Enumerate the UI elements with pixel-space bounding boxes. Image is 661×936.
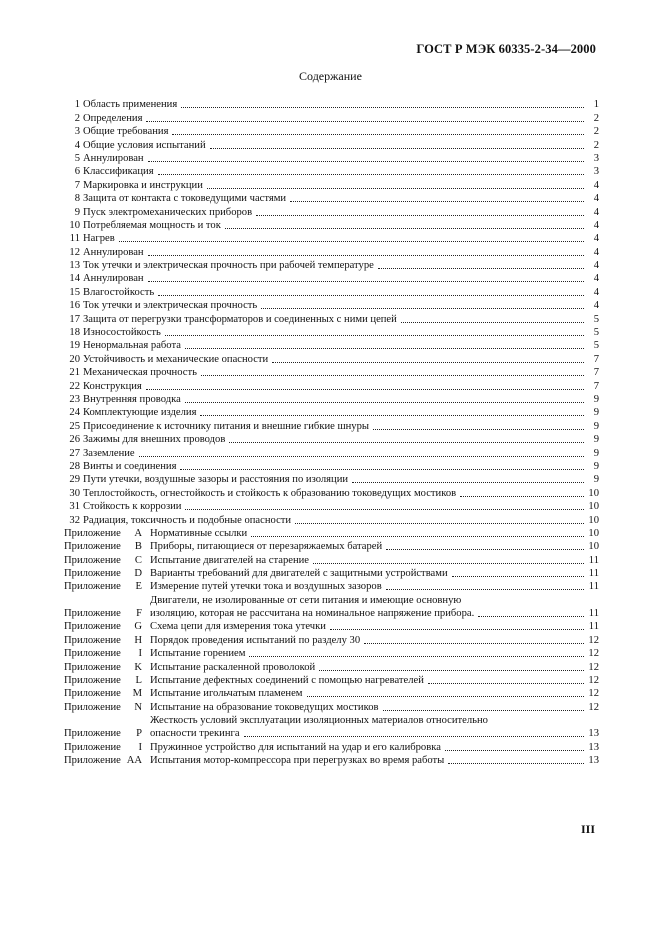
annex-page: 12 — [588, 648, 599, 660]
toc-entry[interactable] — [64, 500, 599, 513]
section-number: 32 — [69, 514, 80, 526]
toc-entry[interactable] — [64, 98, 599, 111]
section-page: 5 — [593, 327, 599, 339]
annex-label-group — [64, 674, 150, 687]
annex-letter: AA — [126, 755, 142, 767]
section-page: 2 — [593, 126, 599, 138]
toc-entry[interactable] — [64, 473, 599, 486]
dot-leader — [244, 727, 584, 737]
annex-letter: C — [134, 554, 142, 566]
toc-entry[interactable] — [64, 326, 599, 339]
annex-page: 13 — [588, 741, 599, 753]
section-page: 5 — [593, 313, 599, 325]
dot-leader — [249, 647, 584, 657]
toc-annex-entry[interactable] — [64, 553, 599, 566]
section-number: 19 — [69, 340, 80, 352]
section-number: 6 — [74, 166, 80, 178]
dot-leader — [185, 339, 584, 349]
section-number: 2 — [74, 112, 80, 124]
annex-label-group — [64, 554, 150, 567]
section-number: 27 — [69, 447, 80, 459]
annex-title: Измерение путей утечки тока и воздушных зазоров — [150, 581, 382, 593]
toc-entry[interactable] — [64, 312, 599, 325]
dot-leader — [452, 567, 584, 577]
toc-entry[interactable] — [64, 219, 599, 232]
section-title: Присоединение к источнику питания и внешние гибкие шнуры — [83, 420, 370, 432]
toc-entry[interactable] — [64, 152, 599, 165]
annex-page: 12 — [588, 661, 599, 673]
annex-page: 12 — [588, 701, 599, 713]
annex-word: Приложение — [64, 527, 121, 539]
toc-annex-entry[interactable] — [64, 567, 599, 580]
annex-letter: B — [134, 541, 142, 553]
section-title: Комплектующие изделия — [83, 407, 197, 419]
section-title: Влагостойкость — [83, 286, 155, 298]
annex-page: 11 — [588, 621, 599, 633]
section-number: 20 — [69, 353, 80, 365]
toc-entry[interactable] — [64, 446, 599, 459]
annex-letter: M — [132, 688, 142, 700]
toc-annex-entry[interactable] — [64, 647, 599, 660]
annex-letter: A — [134, 527, 142, 539]
section-number: 10 — [69, 219, 80, 231]
toc-entry[interactable] — [64, 406, 599, 419]
annex-letter: I — [138, 741, 142, 753]
annex-word: Приложение — [64, 568, 121, 580]
annex-title: Приборы, питающиеся от перезаряжаемых батарей — [150, 541, 383, 553]
annex-title: Испытание двигателей на старение — [150, 554, 309, 566]
dot-leader — [261, 299, 584, 309]
section-page: 4 — [593, 246, 599, 258]
section-page: 9 — [593, 460, 599, 472]
section-number: 26 — [69, 434, 80, 446]
toc-entry[interactable] — [64, 433, 599, 446]
annex-word: Приложение — [64, 608, 121, 620]
page-title: Содержание — [299, 69, 362, 83]
section-title: Аннулирован — [83, 246, 144, 258]
annex-title-line2 — [150, 727, 599, 740]
section-page: 4 — [593, 206, 599, 218]
toc-entry[interactable] — [64, 379, 599, 392]
dot-leader — [373, 420, 584, 430]
section-number: 3 — [74, 126, 80, 138]
toc-annex-entry[interactable] — [64, 740, 599, 753]
section-page: 7 — [593, 367, 599, 379]
page-number: III — [580, 822, 595, 836]
annex-page: 11 — [588, 581, 599, 593]
toc-annex-entry[interactable] — [64, 674, 599, 687]
dot-leader — [181, 98, 584, 108]
toc-entry[interactable] — [64, 245, 599, 258]
dot-leader — [445, 741, 584, 751]
annex-title: Схема цепи для измерения тока утечки — [150, 621, 326, 633]
section-title: Ток утечки и электрическая прочность при рабочей температуре — [83, 260, 374, 272]
annex-letter: F — [136, 608, 142, 620]
dot-leader — [307, 687, 584, 697]
toc-annex-entry[interactable] — [64, 527, 599, 540]
annex-word: Приложение — [64, 741, 121, 753]
annex-title: Нормативные ссылки — [150, 527, 248, 539]
annex-page: 13 — [588, 755, 599, 767]
dot-leader — [165, 326, 584, 336]
section-page: 9 — [593, 447, 599, 459]
section-number: 4 — [74, 139, 80, 151]
annex-page: 11 — [588, 554, 599, 566]
annex-label-group — [64, 741, 150, 754]
dot-leader — [378, 259, 584, 269]
annex-label-group — [64, 567, 150, 580]
toc-annex-entry[interactable] — [64, 660, 599, 673]
annex-page: 12 — [588, 688, 599, 700]
section-title: Винты и соединения — [83, 460, 177, 472]
annex-title: Испытание раскаленной проволокой — [150, 661, 316, 673]
toc-entry[interactable] — [64, 513, 599, 526]
annex-title: Двигатели, не изолированные от сети питания и имеющие основную — [150, 595, 462, 607]
section-page: 4 — [593, 286, 599, 298]
annex-page: 10 — [588, 527, 599, 539]
toc-entry[interactable] — [64, 138, 599, 151]
section-number: 28 — [69, 460, 80, 472]
annex-letter: K — [134, 661, 142, 673]
dot-leader — [272, 353, 584, 363]
dot-leader — [200, 406, 584, 416]
annex-label-group — [64, 620, 150, 633]
section-number: 23 — [69, 393, 80, 405]
section-title: Аннулирован — [83, 273, 144, 285]
section-number: 9 — [74, 206, 80, 218]
annex-title-block — [150, 714, 599, 740]
annex-title-continuation: изоляцию, которая не рассчитана на номинальное напряжение прибора. — [150, 608, 475, 620]
section-page: 10 — [588, 514, 599, 526]
dot-leader — [428, 674, 584, 684]
dot-leader — [146, 112, 584, 122]
annex-label-group — [64, 634, 150, 647]
section-number: 21 — [69, 367, 80, 379]
annex-word: Приложение — [64, 755, 121, 767]
dot-leader — [139, 447, 584, 457]
annex-letter: E — [135, 581, 142, 593]
section-number: 11 — [69, 233, 80, 245]
annex-page: 13 — [588, 728, 599, 740]
section-page: 9 — [593, 474, 599, 486]
annex-word: Приложение — [64, 541, 121, 553]
section-title: Внутренняя проводка — [83, 393, 181, 405]
section-number: 31 — [69, 501, 80, 513]
annex-word: Приложение — [64, 554, 121, 566]
section-number: 18 — [69, 327, 80, 339]
section-page: 4 — [593, 219, 599, 231]
toc-entry[interactable] — [64, 419, 599, 432]
dot-leader — [201, 366, 584, 376]
toc-annex-entry[interactable] — [64, 593, 599, 620]
section-title: Устойчивость и механические опасности — [83, 353, 269, 365]
annex-word: Приложение — [64, 648, 121, 660]
toc-annex-entry[interactable] — [64, 754, 599, 767]
annex-word: Приложение — [64, 701, 121, 713]
section-page: 7 — [593, 353, 599, 365]
dot-leader — [352, 473, 584, 483]
annex-title: Жесткость условий эксплуатации изоляционных материалов относительно — [150, 715, 488, 727]
dot-leader — [225, 219, 584, 229]
toc-entry[interactable] — [64, 299, 599, 312]
dot-leader — [158, 165, 584, 175]
annex-letter: N — [134, 701, 142, 713]
annex-title: Варианты требований для двигателей с защитными устройствами — [150, 568, 448, 580]
dot-leader — [364, 634, 584, 644]
annex-letter: H — [134, 634, 142, 646]
section-page: 9 — [593, 420, 599, 432]
section-page: 9 — [593, 434, 599, 446]
section-page: 4 — [593, 273, 599, 285]
section-number: 29 — [69, 474, 80, 486]
dot-leader — [146, 380, 584, 390]
toc-entry[interactable] — [64, 339, 599, 352]
annex-title-line2 — [150, 607, 599, 620]
section-page: 9 — [593, 407, 599, 419]
annex-word: Приложение — [64, 621, 121, 633]
section-number: 5 — [74, 152, 80, 164]
section-title: Защита от перегрузки трансформаторов и соединенных с ними цепей — [83, 313, 397, 325]
section-title: Нагрев — [83, 233, 115, 245]
annex-page: 11 — [588, 568, 599, 580]
annex-title: Порядок проведения испытаний по разделу 30 — [150, 634, 361, 646]
section-number: 30 — [69, 487, 80, 499]
section-title: Теплостойкость, огнестойкость и стойкость к образованию токоведущих мостиков — [83, 487, 457, 499]
section-title: Зажимы для внешних проводов — [83, 434, 226, 446]
annex-word: Приложение — [64, 581, 121, 593]
annex-label-group — [64, 647, 150, 660]
section-title: Защита от контакта с токоведущими частями — [83, 193, 287, 205]
dot-leader — [210, 139, 584, 149]
annex-word: Приложение — [64, 688, 121, 700]
section-number: 7 — [74, 179, 80, 191]
dot-leader — [386, 540, 584, 550]
section-number: 13 — [69, 260, 80, 272]
dot-leader — [148, 272, 584, 282]
section-page: 10 — [588, 501, 599, 513]
toc-annex-entry[interactable] — [64, 700, 599, 713]
section-title: Аннулирован — [83, 152, 144, 164]
toc-entry[interactable] — [64, 178, 599, 191]
annex-label-group — [64, 701, 150, 714]
section-number: 16 — [69, 300, 80, 312]
section-title: Конструкция — [83, 380, 142, 392]
dot-leader — [295, 514, 584, 524]
section-page: 1 — [593, 99, 599, 111]
toc-entry[interactable] — [64, 192, 599, 205]
annex-letter: G — [134, 621, 142, 633]
annex-letter: L — [135, 675, 142, 686]
dot-leader — [158, 286, 584, 296]
toc-entry[interactable] — [64, 125, 599, 138]
section-title: Механическая прочность — [83, 367, 197, 379]
section-title: Область применения — [83, 99, 178, 111]
section-title: Радиация, токсичность и подобные опасности — [83, 514, 292, 526]
toc-entry[interactable] — [64, 460, 599, 473]
section-title: Пути утечки, воздушные зазоры и расстояния по изоляции — [83, 474, 349, 486]
section-page: 10 — [588, 487, 599, 499]
annex-title: Испытания мотор-компрессора при перегрузках во время работы — [150, 755, 445, 767]
annex-label-group — [64, 527, 150, 540]
annex-page: 12 — [588, 675, 599, 686]
dot-leader — [172, 125, 584, 135]
section-number: 25 — [69, 420, 80, 432]
dot-leader — [330, 620, 584, 630]
dot-leader — [229, 433, 584, 443]
section-title: Ток утечки и электрическая прочность — [83, 300, 258, 312]
section-page: 3 — [593, 166, 599, 178]
section-title: Классификация — [83, 166, 154, 178]
section-page: 3 — [593, 152, 599, 164]
annex-label-group — [64, 687, 150, 700]
section-number: 14 — [69, 273, 80, 285]
annex-letter: P — [136, 728, 142, 740]
section-number: 8 — [74, 193, 80, 205]
section-page: 5 — [593, 340, 599, 352]
annex-title: Испытание на образование токоведущих мостиков — [150, 701, 379, 713]
dot-leader — [290, 192, 584, 202]
dot-leader — [251, 527, 584, 537]
section-page: 4 — [593, 179, 599, 191]
annex-title: Пружинное устройство для испытаний на удар и его калибровка — [150, 741, 441, 753]
section-title: Маркировка и инструкции — [83, 179, 203, 191]
section-page: 4 — [593, 233, 599, 245]
annex-title-continuation: опасности трекинга — [150, 728, 240, 740]
section-title: Ненормальная работа — [83, 340, 181, 352]
dot-leader — [460, 487, 584, 497]
dot-leader — [185, 393, 584, 403]
annex-page: 11 — [588, 608, 599, 620]
toc-annex-entry[interactable] — [64, 620, 599, 633]
annex-letter: I — [138, 648, 142, 660]
section-number: 24 — [69, 407, 80, 419]
section-page: 7 — [593, 380, 599, 392]
annex-title: Испытание дефектных соединений с помощью нагревателей — [150, 675, 424, 686]
toc-entry[interactable] — [64, 111, 599, 124]
section-page: 4 — [593, 260, 599, 272]
section-page: 2 — [593, 139, 599, 151]
dot-leader — [148, 152, 584, 162]
annex-label-group — [64, 661, 150, 674]
annex-word: Приложение — [64, 661, 121, 673]
toc-entry[interactable] — [64, 165, 599, 178]
toc-annex-entry[interactable] — [64, 714, 599, 741]
dot-leader — [313, 554, 584, 564]
annex-word: Приложение — [64, 728, 121, 740]
annex-label-group — [64, 754, 150, 767]
annex-label-group — [64, 580, 150, 593]
toc-entry[interactable] — [64, 272, 599, 285]
dot-leader — [207, 179, 584, 189]
section-title: Потребляемая мощность и ток — [83, 219, 221, 231]
section-title: Общие требования — [83, 126, 169, 138]
section-title: Заземление — [83, 447, 135, 459]
section-number: 17 — [69, 313, 80, 325]
annex-word: Приложение — [64, 675, 121, 686]
dot-leader — [119, 232, 584, 242]
section-title: Стойкость к коррозии — [83, 501, 182, 513]
section-number: 12 — [69, 246, 80, 258]
section-title: Пуск электромеханических приборов — [83, 206, 253, 218]
annex-page: 12 — [588, 634, 599, 646]
section-title: Определения — [83, 112, 143, 124]
toc-entry[interactable] — [64, 285, 599, 298]
section-title: Общие условия испытаний — [83, 139, 206, 151]
table-of-contents — [64, 98, 599, 767]
dot-leader — [478, 607, 584, 617]
annex-label-group — [64, 607, 150, 620]
section-page: 4 — [593, 300, 599, 312]
toc-entry[interactable] — [64, 259, 599, 272]
dot-leader — [448, 754, 584, 764]
dot-leader — [180, 460, 584, 470]
section-number: 1 — [74, 99, 80, 111]
section-title: Износостойкость — [83, 327, 161, 339]
annex-title: Испытание горением — [150, 648, 246, 660]
toc-entry[interactable] — [64, 393, 599, 406]
dot-leader — [148, 246, 584, 256]
dot-leader — [383, 701, 585, 711]
dot-leader — [319, 661, 584, 671]
dot-leader — [386, 580, 584, 590]
section-number: 22 — [69, 380, 80, 392]
annex-letter: D — [134, 568, 142, 580]
section-page: 4 — [593, 193, 599, 205]
toc-annex-entry[interactable] — [64, 687, 599, 700]
annex-label-group — [64, 540, 150, 553]
dot-leader — [256, 206, 584, 216]
toc-entry[interactable] — [64, 205, 599, 218]
annex-word: Приложение — [64, 634, 121, 646]
annex-label-group — [64, 727, 150, 740]
toc-annex-entry[interactable] — [64, 580, 599, 593]
page-header: ГОСТ Р МЭК 60335-2-34—2000 — [416, 42, 596, 56]
section-page: 9 — [593, 393, 599, 405]
section-page: 2 — [593, 112, 599, 124]
section-number: 15 — [69, 286, 80, 298]
toc-annex-entry[interactable] — [64, 633, 599, 646]
toc-entry[interactable] — [64, 352, 599, 365]
annex-title: Испытание игольчатым пламенем — [150, 688, 303, 700]
toc-entry[interactable] — [64, 232, 599, 245]
toc-annex-entry[interactable] — [64, 540, 599, 553]
dot-leader — [185, 500, 584, 510]
annex-title-block — [150, 594, 599, 620]
toc-entry[interactable] — [64, 486, 599, 499]
dot-leader — [401, 313, 584, 323]
toc-entry[interactable] — [64, 366, 599, 379]
annex-page: 10 — [588, 541, 599, 553]
